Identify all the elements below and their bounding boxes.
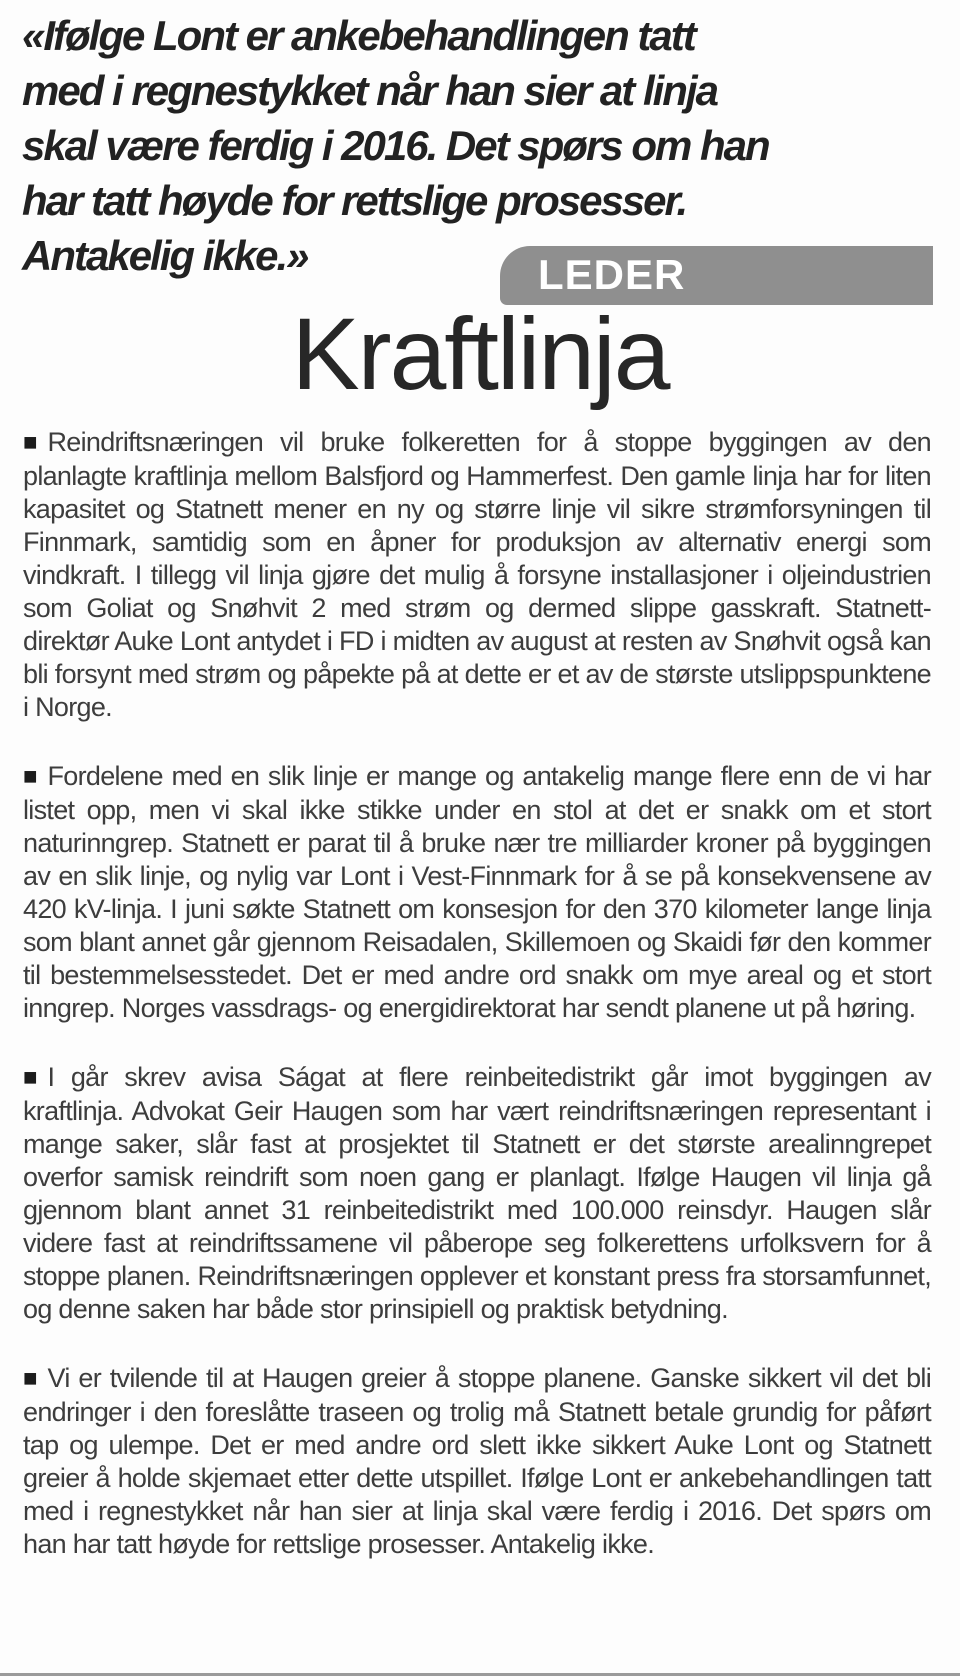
pull-quote-line: «Ifølge Lont er ankebehandlingen tatt [22, 12, 695, 59]
paragraph-bullet-icon: ■ [23, 429, 38, 456]
pull-quote-line: med i regnestykket når han sier at linja [22, 67, 717, 114]
article-paragraph [23, 426, 931, 724]
paragraph-text: I går skrev avisa Ságat at flere reinbeitedistrikt går imot byggingen av kraftlinja. Advokat Geir Haugen som har vært reindriftsnæringen representant i mange saker, slår fast at prosjektet til Statnett er det største arealinngrepet overfor samisk reindrift som noen gang er planlagt. Ifølge Haugen vil linja gå gjennom blant annet 31 reinbeitedistrikt med 100.000 reinsdyr. Haugen slår videre fast at reindriftssamene vil påberope seg folkerettens urfolksvern for å stoppe planen. Reindriftsnæringen opplever et konstant press fra storsamfunnet, og denne saken har både stor prinsipiell og praktisk betydning. [23, 1062, 931, 1324]
paragraph-text: Fordelene med en slik linje er mange og antakelig mange flere enn de vi har listet opp, men vi skal ikke stikke under en stol at det er snakk om et stort naturinngrep. Statnett er parat til å bruke nær tre milliarder kroner på byggingen av en slik linje, og nylig var Lont i Vest-Finnmark for å se på konsekvensene av 420 kV-linja. I juni søkte Statnett om konsesjon for den 370 kilometer lange linja som blant annet går gjennom Reisadalen, Skillemoen og Skaidi før den kommer til bestemmelsesstedet. Det er med andre ord snakk om mye areal og et stort inngrep. Norges vassdrags- og energidirektorat har sendt planene ut på høring. [23, 761, 931, 1023]
pull-quote-line: har tatt høyde for rettslige prosesser. [22, 177, 687, 224]
article-paragraph [23, 760, 931, 1025]
pull-quote [22, 8, 932, 283]
article-body [23, 426, 931, 1561]
pull-quote-line: skal være ferdig i 2016. Det spørs om han [22, 122, 769, 169]
bottom-divider [0, 1673, 960, 1676]
paragraph-bullet-icon: ■ [23, 763, 38, 790]
paragraph-text: Vi er tvilende til at Haugen greier å stoppe planene. Ganske sikkert vil det bli endringer i den foreslåtte traseen og trolig må Statnett betale grundig for påført tap og ulempe. Det er med andre ord slett ikke sikkert Auke Lont og Statnett greier å holde skjemaet etter dette utspillet. Ifølge Lont er ankebehandlingen tatt med i regnestykket når han sier at linja skal være ferdig i 2016. Det spørs om han har tatt høyde for rettslige prosesser. Antakelig ikke. [23, 1363, 931, 1559]
section-badge-label: LEDER [538, 251, 686, 298]
article-paragraph [23, 1362, 931, 1561]
paragraph-bullet-icon: ■ [23, 1365, 38, 1392]
paragraph-bullet-icon: ■ [23, 1064, 38, 1091]
paragraph-text: Reindriftsnæringen vil bruke folkeretten for å stoppe byggingen av den planlagte kraftlinja mellom Balsfjord og Hammerfest. Den gamle linja har for liten kapasitet og Statnett mener en ny og større linje vil sikre strømforsyningen til Finnmark, samtidig som en åpner for produksjon av alternativ energi som vindkraft. I tillegg vil linja gjøre det mulig å forsyne installasjoner i oljeindustrien som Goliat og Snøhvit 2 med strøm og dermed slippe gasskraft. Statnett-direktør Auke Lont antydet i FD i midten av august at resten av Snøhvit også kan bli forsynt med strøm og påpekte på at dette er et av de største utslippspunktene i Norge. [23, 427, 931, 722]
article-paragraph [23, 1061, 931, 1326]
article-headline: Kraftlinja [291, 297, 669, 411]
pull-quote-line: Antakelig ikke.» [22, 232, 308, 279]
